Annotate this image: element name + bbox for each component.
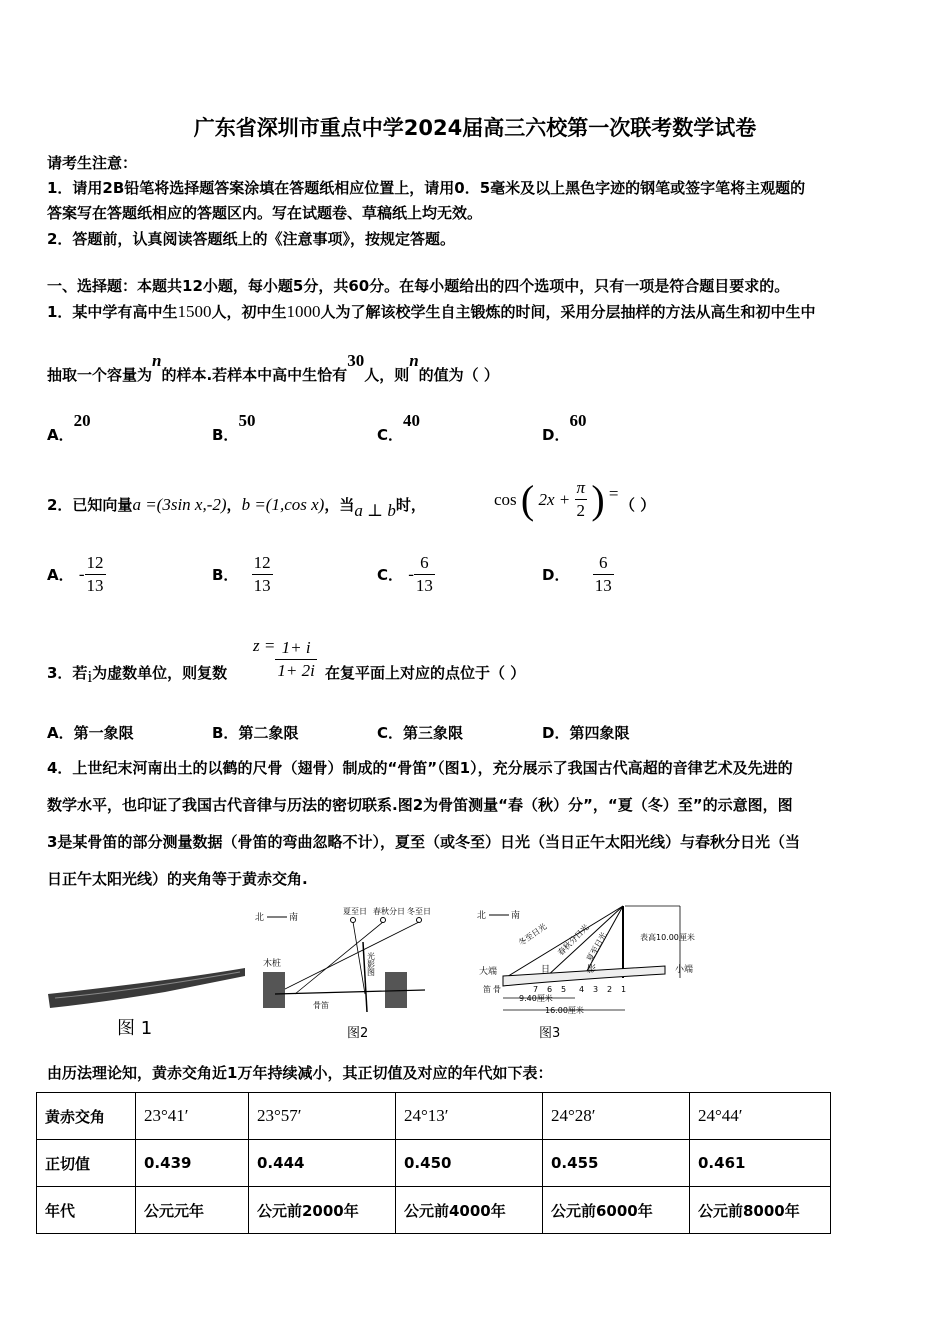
figure-3-caption: 图3 [539, 1026, 561, 1041]
table-row-label: 年代 [37, 1187, 136, 1234]
q2-cos-expression: cos ( 2x + $\frac{\pi}{2}$ ) = [494, 477, 619, 522]
q3-suffix: 在复平面上对应的点位于（ ） [325, 664, 526, 682]
q2-option-d[interactable]: D． $\frac{6}{13}$ [542, 553, 612, 595]
svg-text:南: 南 [289, 913, 299, 923]
q4-line: 4．上世纪末河南出土的以鹤的尺骨（翅骨）制成的“骨笛”（图1），充分展示了我国古代高超的音律艺术及先进的 [47, 759, 793, 777]
q1-option-a[interactable]: A．20 [47, 411, 91, 444]
table-row: 黄赤交角 23°41′ 23°57′ 24°13′ 24°28′ 24°44′ [37, 1093, 831, 1140]
figure-1-caption: 图 1 [117, 1018, 153, 1039]
svg-text:冬至日光: 冬至日光 [516, 921, 549, 948]
vector-a: a =(3sin x,‐2) [132, 495, 227, 514]
q4-line: 数学水平，也印证了我国古代音律与历法的密切联系.图2为骨笛测量“春（秋）分”，“夏（冬）至”的示意图，图 [47, 796, 793, 814]
q2-blank: （ ） [620, 496, 656, 514]
svg-text:夏至日光: 夏至日光 [584, 930, 609, 963]
q4-line: 3是某骨笛的部分测量数据（骨笛的弯曲忽略不计），夏至（或冬至）日光（当日正午太阳光线）与春秋分日光（当 [47, 833, 800, 851]
svg-text:4: 4 [579, 985, 585, 994]
q3-option-d[interactable]: D．第四象限 [542, 724, 630, 742]
table-row: 年代 公元元年 公元前2000年 公元前4000年 公元前6000年 公元前8000年 [37, 1187, 831, 1234]
q3-option-c[interactable]: C．第三象限 [377, 724, 464, 742]
svg-text:9.40厘米: 9.40厘米 [519, 994, 553, 1003]
svg-text:7: 7 [533, 985, 539, 994]
q1-option-d[interactable]: D．60 [542, 411, 587, 444]
q1-line2: 抽取一个容量为n的样本.若样本中高中生恰有30人，则n的值为（ ） [47, 351, 499, 384]
svg-text:2: 2 [607, 985, 613, 994]
svg-text:北: 北 [477, 911, 487, 921]
page-title: 广东省深圳市重点中学2024届高三六校第一次联考数学试卷 [193, 116, 757, 140]
q1-line1: 1．某中学有高中生1500人，初中生1000人为了解该校学生自主锻炼的时间，采用分层抽样的方法从高生和初中生中 [47, 302, 816, 321]
table-row: 正切值 0.439 0.444 0.450 0.455 0.461 [37, 1140, 831, 1187]
figure-3-diagram [475, 900, 715, 1042]
perp-condition: a ⊥ b [354, 501, 396, 520]
q4-line: 日正午太阳光线）的夹角等于黄赤交角. [47, 870, 308, 888]
svg-text:日: 日 [541, 965, 551, 975]
q1-1500: 1500 [177, 302, 212, 321]
svg-text:表高10.00厘米: 表高10.00厘米 [640, 933, 695, 942]
svg-text:笛: 笛 [483, 985, 491, 994]
svg-text:骨笛: 骨笛 [313, 1001, 329, 1010]
svg-text:木桩: 木桩 [263, 959, 282, 969]
svg-text:3: 3 [593, 985, 599, 994]
figure-1-bone-flute [45, 962, 250, 1042]
figure-2-caption: 图2 [347, 1026, 369, 1041]
notice-heading: 请考生注意： [47, 154, 138, 172]
q3-fraction: z = $\frac{1+ i}{1+ 2i}$ [253, 636, 315, 680]
section-header: 一、选择题：本题共12小题，每小题5分，共60分。在每小题给出的四个选项中，只有一项是符合题目要求的。 [47, 277, 790, 295]
table-row-label: 黄赤交角 [37, 1093, 136, 1140]
svg-text:南: 南 [511, 911, 521, 921]
table-intro: 由历法理论知，黄赤交角近1万年持续减小，其正切值及对应的年代如下表： [47, 1064, 553, 1082]
q3-option-b[interactable]: B．第二象限 [212, 724, 299, 742]
svg-text:5: 5 [561, 985, 567, 994]
svg-text:16.00厘米: 16.00厘米 [545, 1006, 584, 1015]
svg-text:春秋分日光: 春秋分日光 [556, 922, 591, 958]
svg-text:6: 6 [547, 985, 553, 994]
svg-text:1: 1 [621, 985, 627, 994]
q1-option-c[interactable]: C．40 [377, 411, 421, 444]
q1-var-n: n [152, 351, 162, 370]
svg-text:大端: 大端 [479, 967, 498, 977]
vector-b: b =(1,cos x) [241, 495, 325, 514]
q1-30: 30 [347, 351, 365, 370]
q3-stem: 3．若i为虚数单位，则复数 [47, 664, 228, 686]
svg-text:小端: 小端 [675, 965, 694, 975]
q2-option-c[interactable]: C． ‐ $\frac{6}{13}$ [377, 553, 433, 595]
svg-text:北: 北 [255, 913, 265, 923]
notice-item: 2．答题前，认真阅读答题纸上的《注意事项》，按规定答题。 [47, 230, 455, 248]
q3-option-a[interactable]: A．第一象限 [47, 724, 134, 742]
q1-option-b[interactable]: B．50 [212, 411, 256, 444]
svg-text:春秋分日: 春秋分日 [373, 907, 405, 916]
table-row-label: 正切值 [37, 1140, 136, 1187]
q2-option-a[interactable]: A． ‐ $\frac{12}{13}$ [47, 553, 104, 595]
notice-item: 答案写在答题纸相应的答题区内。写在试题卷、草稿纸上均无效。 [47, 204, 483, 222]
figure-2-diagram [255, 902, 435, 1042]
svg-text:夏至日: 夏至日 [343, 907, 367, 916]
q2-stem: 2．已知向量a =(3sin x,‐2)，b =(1,cos x)，当a ⊥ b时， [47, 495, 426, 520]
notice-item: 1．请用2B铅笔将选择题答案涂填在答题纸相应位置上，请用0．5毫米及以上黑色字迹的钢笔或签字笔将主观题的 [47, 179, 806, 197]
q2-option-b[interactable]: B． $\frac{12}{13}$ [212, 553, 271, 595]
svg-text:冬至日: 冬至日 [407, 907, 431, 916]
obliquity-table [36, 1092, 831, 1234]
q1-1000: 1000 [286, 302, 321, 321]
svg-text:影: 影 [587, 965, 597, 975]
svg-text:光影图: 光影图 [366, 952, 376, 976]
svg-text:骨: 骨 [493, 985, 501, 994]
